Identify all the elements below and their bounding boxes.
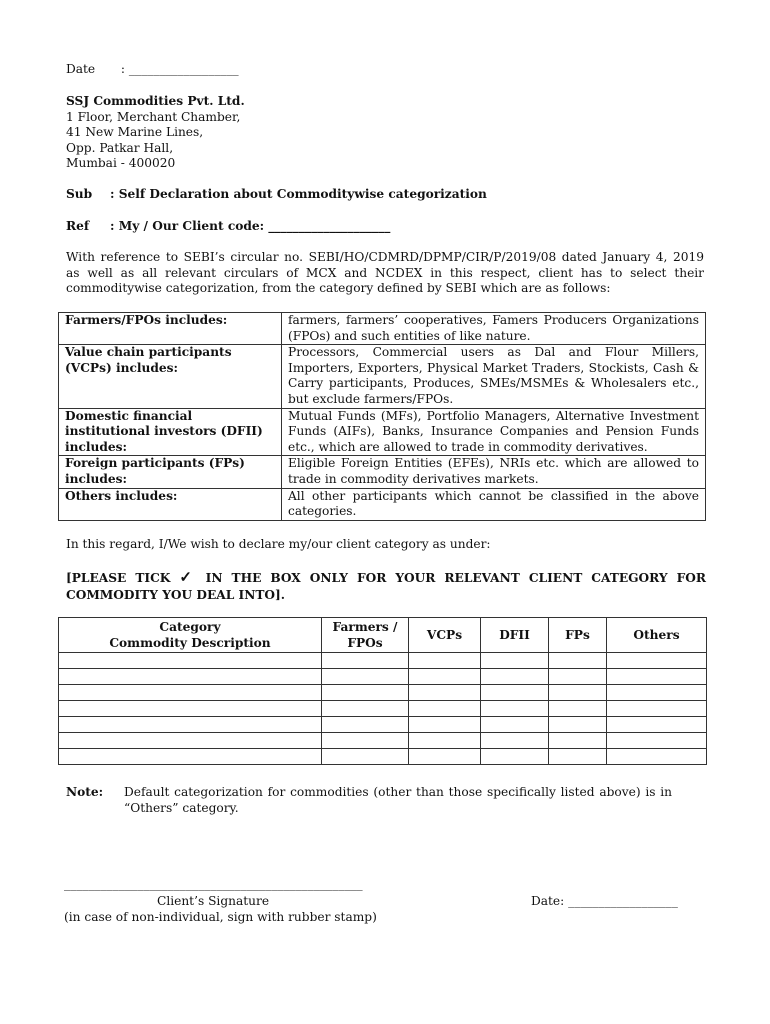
tick-box-cell[interactable] [481, 685, 549, 701]
address-line-2: 41 New Marine Lines, [66, 125, 204, 140]
date-label: Date [66, 62, 96, 76]
category-row-dfii [59, 408, 706, 456]
address-line-4: Mumbai - 400020 [66, 156, 176, 171]
commodity-cell[interactable] [59, 733, 322, 749]
selection-row [59, 653, 707, 669]
tick-box-cell[interactable] [481, 653, 549, 669]
category-row-fps [59, 456, 706, 488]
tick-box-cell[interactable] [322, 717, 409, 733]
signature-date[interactable]: Date: __________________ [531, 894, 678, 908]
header-dfii: DFII [481, 618, 549, 653]
tick-box-cell[interactable] [549, 685, 607, 701]
tick-box-cell[interactable] [409, 717, 481, 733]
category-label: Foreign participants (FPs) includes: [59, 456, 282, 488]
address-line-1: 1 Floor, Merchant Chamber, [66, 109, 241, 124]
header-farmers [322, 618, 409, 653]
category-description: All other participants which cannot be classified in the above categories. [282, 488, 706, 520]
tick-box-cell[interactable] [481, 717, 549, 733]
instruction-part-2: IN THE BOX ONLY FOR YOUR RELEVANT CLIENT CATEGORY FOR COMMODITY YOU DEAL INTO]. [66, 571, 706, 602]
tick-box-cell[interactable] [549, 653, 607, 669]
category-description: Processors, Commercial users as Dal and Flour Millers, Importers, Exporters, Physical Market Traders, Stockists, Cash & Carry participants, Produces, SMEs/MSMEs & Wholesalers etc., but exclude farmers/FPOs. [282, 345, 706, 408]
tick-box-cell[interactable] [549, 717, 607, 733]
tick-box-cell[interactable] [607, 733, 707, 749]
header-commodity-label: Commodity Description [109, 636, 271, 650]
reference-label: Ref [66, 219, 90, 233]
category-label: Farmers/FPOs includes: [59, 313, 282, 345]
tick-box-cell[interactable] [322, 733, 409, 749]
reference-line [66, 219, 390, 235]
note-label: Note: [66, 785, 104, 799]
checkmark-icon: ✓ [179, 568, 197, 586]
intro-paragraph: With reference to SEBI’s circular no. SEBI/HO/CDMRD/DPMP/CIR/P/2019/08 dated January 4, 2019 as well as all relevant circulars of MCX and NCDEX in this respect, client has to select their commoditywise categorization, from the category defined by SEBI which are as follows: [66, 250, 704, 296]
tick-box-cell[interactable] [322, 685, 409, 701]
tick-box-cell[interactable] [549, 749, 607, 765]
tick-box-cell[interactable] [481, 733, 549, 749]
commodity-cell[interactable] [59, 701, 322, 717]
commodity-cell[interactable] [59, 717, 322, 733]
header-category-label: Category [159, 620, 221, 634]
header-category [59, 618, 322, 653]
category-description: Mutual Funds (MFs), Portfolio Managers, Alternative Investment Funds (AIFs), Banks, Insurance Companies and Pension Funds etc., which are allowed to trade in commodity derivatives. [282, 408, 706, 456]
category-row-vcps [59, 345, 706, 408]
subject-text: : Self Declaration about Commoditywise categorization [110, 187, 487, 201]
tick-box-cell[interactable] [481, 669, 549, 685]
category-definitions-table [58, 312, 706, 521]
reference-text[interactable]: : My / Our Client code: ____________________ [110, 219, 391, 233]
selection-row [59, 685, 707, 701]
subject-label: Sub [66, 187, 93, 201]
tick-box-cell[interactable] [322, 701, 409, 717]
note-text: Default categorization for commodities (other than those specifically listed above) is in “Others” category. [124, 785, 672, 815]
selection-body [59, 653, 707, 765]
tick-box-cell[interactable] [549, 701, 607, 717]
category-row-farmers [59, 313, 706, 345]
selection-row [59, 669, 707, 685]
address-line-3: Opp. Patkar Hall, [66, 140, 174, 155]
tick-box-cell[interactable] [549, 669, 607, 685]
date-line [66, 62, 239, 78]
tick-box-cell[interactable] [549, 733, 607, 749]
signature-line[interactable]: _________________________________________________ [64, 877, 363, 891]
commodity-selection-table [58, 617, 707, 765]
category-label: Domestic financial institutional investors (DFII) includes: [59, 408, 282, 456]
header-vcps: VCPs [409, 618, 481, 653]
tick-box-cell[interactable] [322, 749, 409, 765]
signature-label: Client’s Signature [157, 894, 270, 908]
category-description: farmers, farmers’ cooperatives, Famers Producers Organizations (FPOs) and such entities of like nature. [282, 313, 706, 345]
tick-box-cell[interactable] [409, 685, 481, 701]
declare-text: In this regard, I/We wish to declare my/our client category as under: [66, 537, 491, 551]
category-label: Value chain participants (VCPs) includes: [59, 345, 282, 408]
tick-box-cell[interactable] [481, 701, 549, 717]
tick-box-cell[interactable] [409, 669, 481, 685]
selection-row [59, 733, 707, 749]
subject-line [66, 187, 487, 203]
date-colon: : [120, 62, 126, 76]
tick-box-cell[interactable] [409, 701, 481, 717]
company-name: SSJ Commodities Pvt. Ltd. [66, 94, 245, 108]
commodity-cell[interactable] [59, 669, 322, 685]
tick-box-cell[interactable] [322, 653, 409, 669]
tick-box-cell[interactable] [607, 701, 707, 717]
header-farmers-label: Farmers / FPOs [332, 620, 398, 650]
tick-box-cell[interactable] [409, 653, 481, 669]
tick-box-cell[interactable] [607, 749, 707, 765]
category-label: Others includes: [59, 488, 282, 520]
address-block [66, 94, 245, 172]
tick-box-cell[interactable] [409, 733, 481, 749]
tick-box-cell[interactable] [607, 669, 707, 685]
instruction-part-1: [PLEASE TICK [66, 571, 180, 585]
tick-box-cell[interactable] [607, 653, 707, 669]
category-row-others [59, 488, 706, 520]
commodity-cell[interactable] [59, 685, 322, 701]
date-blank[interactable]: __________________ [128, 62, 239, 76]
tick-box-cell[interactable] [607, 685, 707, 701]
tick-box-cell[interactable] [481, 749, 549, 765]
selection-header-row [59, 618, 707, 653]
signature-subtext: (in case of non-individual, sign with rubber stamp) [64, 910, 377, 924]
commodity-cell[interactable] [59, 653, 322, 669]
tick-box-cell[interactable] [607, 717, 707, 733]
header-others: Others [607, 618, 707, 653]
header-fps: FPs [549, 618, 607, 653]
tick-instruction [66, 569, 706, 603]
selection-row [59, 717, 707, 733]
tick-box-cell[interactable] [322, 669, 409, 685]
selection-row [59, 749, 707, 765]
category-description: Eligible Foreign Entities (EFEs), NRIs etc. which are allowed to trade in commodity derivatives markets. [282, 456, 706, 488]
commodity-cell[interactable] [59, 749, 322, 765]
tick-box-cell[interactable] [409, 749, 481, 765]
selection-row [59, 701, 707, 717]
